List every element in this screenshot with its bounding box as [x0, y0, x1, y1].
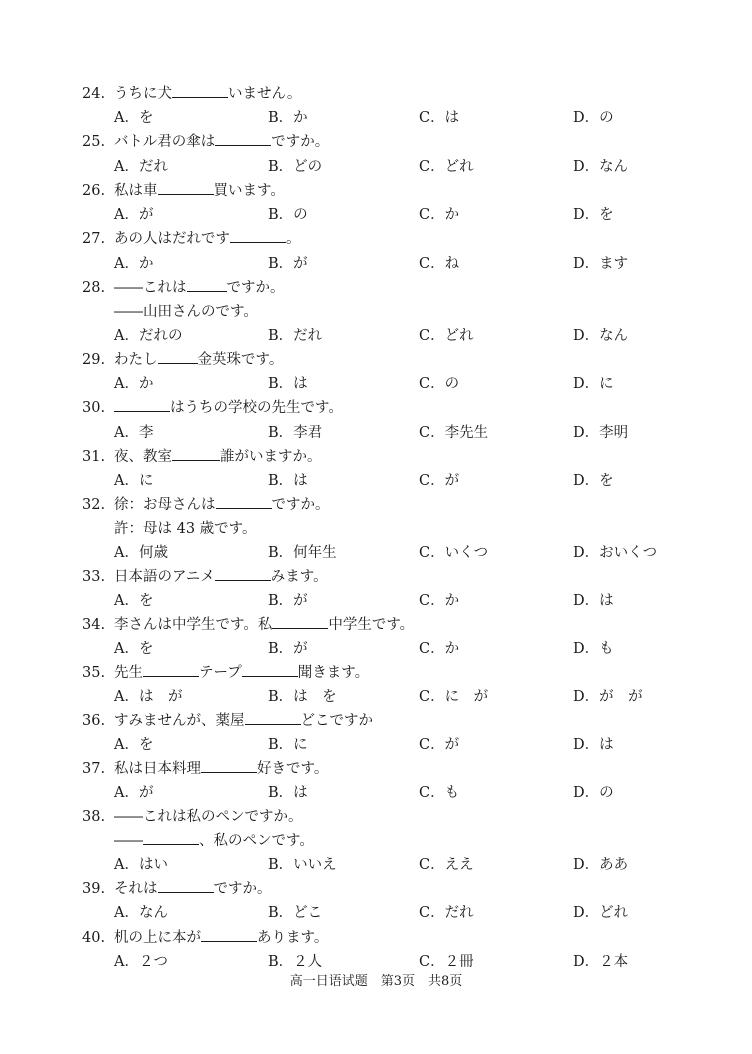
answer-blank [245, 711, 301, 725]
question-text: みます。 [270, 569, 328, 585]
option-d[interactable]: D．の [573, 110, 614, 126]
options-29 [114, 374, 674, 394]
options-36 [114, 735, 674, 755]
option-d[interactable]: D．を [573, 207, 614, 223]
question-29 [82, 350, 283, 370]
option-a[interactable]: A．何歳 [114, 545, 168, 561]
question-number: 26. [82, 183, 106, 199]
answer-blank [242, 663, 298, 677]
option-b[interactable]: B．に [268, 737, 308, 753]
option-d[interactable]: D．が が [573, 689, 643, 705]
options-35 [114, 687, 674, 707]
option-b[interactable]: B．２人 [268, 954, 323, 970]
question-28-response: ――山田さんのです。 [114, 304, 258, 320]
option-c[interactable]: C．か [419, 641, 460, 657]
question-36 [82, 711, 373, 731]
option-b[interactable]: B．どこ [268, 905, 323, 921]
question-text: 好きです。 [257, 761, 329, 777]
options-27 [114, 254, 674, 274]
question-text: ですか。 [271, 134, 330, 150]
option-a[interactable]: A．を [114, 737, 154, 753]
options-33 [114, 591, 674, 611]
question-number: 29. [82, 352, 106, 368]
question-text: 、私のペンです。 [199, 833, 314, 849]
question-text: わたし [114, 352, 158, 368]
option-a[interactable]: A．か [114, 376, 154, 392]
question-text: ですか。 [226, 280, 285, 296]
question-number: 39. [82, 881, 106, 897]
question-text: 机の上に本が [114, 930, 201, 946]
option-d[interactable]: D．おいくつ [573, 545, 658, 561]
question-35 [82, 663, 369, 683]
answer-blank [230, 229, 286, 243]
question-text: うちに犬 [114, 86, 172, 102]
option-d[interactable]: D．は [573, 737, 614, 753]
answer-blank [272, 615, 328, 629]
question-text: 金英珠です。 [197, 352, 284, 368]
question-number: 37. [82, 761, 106, 777]
option-b[interactable]: B．は [268, 473, 308, 489]
question-30 [82, 398, 343, 418]
question-text: ですか。 [271, 497, 330, 513]
option-a[interactable]: A．は が [114, 689, 183, 705]
option-b[interactable]: B．か [268, 110, 308, 126]
question-text: ―― [114, 833, 143, 849]
question-32 [82, 495, 330, 515]
options-25 [114, 157, 674, 177]
question-text: いません。 [228, 86, 302, 102]
options-37 [114, 783, 674, 803]
question-number: 27. [82, 231, 106, 247]
option-c[interactable]: C．２冊 [419, 954, 474, 970]
option-d[interactable]: D．を [573, 473, 614, 489]
option-a[interactable]: A．が [114, 207, 154, 223]
question-number: 33. [82, 569, 106, 585]
question-text: 聞きます。 [297, 665, 370, 681]
options-30 [114, 423, 674, 443]
answer-blank [143, 663, 199, 677]
answer-blank [143, 831, 199, 845]
option-d[interactable]: D．李明 [573, 425, 629, 441]
option-a[interactable]: A．を [114, 110, 154, 126]
option-c[interactable]: C．どれ [419, 159, 474, 175]
option-b[interactable]: B．だれ [268, 328, 323, 344]
question-text: バトル君の傘は [114, 134, 216, 150]
question-38-response [114, 831, 314, 851]
question-number: 38. [82, 809, 106, 825]
option-d[interactable]: D．は [573, 593, 614, 609]
option-c[interactable]: C．李先生 [419, 425, 489, 441]
question-text: 。 [286, 231, 301, 247]
question-number: 35. [82, 665, 106, 681]
option-c[interactable]: C．が [419, 737, 460, 753]
option-b[interactable]: B．は [268, 785, 308, 801]
question-text: 日本語のアニメ [114, 569, 215, 585]
question-39 [82, 879, 272, 899]
option-c[interactable]: C．だれ [419, 905, 474, 921]
question-text: 買います。 [213, 183, 285, 199]
options-26 [114, 205, 674, 225]
option-d[interactable]: D．２本 [573, 954, 629, 970]
question-text: それは [114, 881, 158, 897]
question-text: ――これは私のペンですか。 [114, 809, 303, 825]
option-a[interactable]: A．李 [114, 425, 154, 441]
question-number: 32. [82, 497, 106, 513]
option-d[interactable]: D．なん [573, 328, 629, 344]
question-38 [82, 807, 303, 827]
answer-blank [216, 495, 272, 509]
option-b[interactable]: B．どの [268, 159, 323, 175]
option-c[interactable]: C．ね [419, 256, 460, 272]
answer-blank [201, 759, 257, 773]
question-number: 34. [82, 617, 106, 633]
option-b[interactable]: B．が [268, 641, 308, 657]
question-text: 誰がいますか。 [220, 449, 322, 465]
option-a[interactable]: A．２つ [114, 954, 168, 970]
options-31 [114, 471, 674, 491]
question-text: あの人はだれです [114, 231, 230, 247]
option-c[interactable]: C．か [419, 593, 460, 609]
question-24 [82, 84, 301, 104]
option-c[interactable]: C．いくつ [419, 545, 489, 561]
answer-blank [172, 84, 228, 98]
option-b[interactable]: B．李君 [268, 425, 323, 441]
answer-blank [215, 132, 271, 146]
question-28 [82, 278, 285, 298]
option-b[interactable]: B．は [268, 376, 308, 392]
question-text: ですか。 [213, 881, 272, 897]
option-a[interactable]: A．だれの [114, 328, 183, 344]
answer-blank [158, 879, 214, 893]
question-number: 31. [82, 449, 106, 465]
options-34 [114, 639, 674, 659]
question-number: 36. [82, 713, 106, 729]
question-25 [82, 132, 329, 152]
question-text: 先生 [114, 665, 143, 681]
option-a[interactable]: A．だれ [114, 159, 168, 175]
options-39 [114, 903, 674, 923]
answer-blank [158, 181, 214, 195]
question-number: 30. [82, 400, 106, 416]
options-24 [114, 108, 674, 128]
option-d[interactable]: D．なん [573, 159, 629, 175]
option-a[interactable]: A．なん [114, 905, 168, 921]
option-c[interactable]: C．ええ [419, 857, 474, 873]
question-number: 25. [82, 134, 106, 150]
option-b[interactable]: B．が [268, 256, 308, 272]
options-32 [114, 543, 674, 563]
question-26 [82, 181, 285, 201]
question-34 [82, 615, 414, 635]
answer-blank [172, 447, 220, 461]
question-text: 李さんは中学生です。私 [114, 617, 273, 633]
question-text: はうちの学校の先生です。 [170, 400, 343, 416]
question-text: すみませんが、薬屋 [114, 713, 245, 729]
question-text: ――これは [114, 280, 187, 296]
question-number: 24. [82, 86, 106, 102]
option-c[interactable]: C．も [419, 785, 460, 801]
option-a[interactable]: A．か [114, 256, 154, 272]
question-text: 徐：お母さんは [114, 497, 216, 513]
option-d[interactable]: D．ます [573, 256, 629, 272]
options-38 [114, 855, 674, 875]
question-text: 夜、教室 [114, 449, 172, 465]
question-27 [82, 229, 301, 249]
question-text: どこですか [300, 713, 373, 729]
option-c[interactable]: C．に が [419, 689, 489, 705]
option-b[interactable]: B．は を [268, 689, 337, 705]
answer-blank [187, 278, 227, 292]
option-b[interactable]: B．いいえ [268, 857, 337, 873]
option-a[interactable]: A．はい [114, 857, 168, 873]
question-32-response: 許：母は 43 歳です。 [114, 521, 257, 537]
options-28 [114, 326, 674, 346]
option-c[interactable]: C．が [419, 473, 460, 489]
option-d[interactable]: D．どれ [573, 905, 629, 921]
question-text: 私は車 [114, 183, 158, 199]
option-a[interactable]: A．を [114, 641, 154, 657]
option-c[interactable]: C．の [419, 376, 460, 392]
option-b[interactable]: B．が [268, 593, 308, 609]
option-d[interactable]: D．も [573, 641, 614, 657]
option-b[interactable]: B．の [268, 207, 308, 223]
question-number: 40. [82, 930, 106, 946]
option-a[interactable]: A．が [114, 785, 154, 801]
question-text: テープ [199, 665, 242, 681]
answer-blank [158, 350, 198, 364]
question-text: 私は日本料理 [114, 761, 201, 777]
answer-blank [215, 567, 271, 581]
question-number: 28. [82, 280, 106, 296]
answer-blank [114, 398, 170, 412]
question-40 [82, 928, 328, 948]
question-31 [82, 447, 322, 467]
question-text: あります。 [257, 930, 329, 946]
option-d[interactable]: D．に [573, 376, 614, 392]
option-b[interactable]: B．何年生 [268, 545, 337, 561]
question-37 [82, 759, 328, 779]
option-c[interactable]: C．どれ [419, 328, 474, 344]
option-a[interactable]: A．に [114, 473, 154, 489]
option-d[interactable]: D．の [573, 785, 614, 801]
question-33 [82, 567, 328, 587]
option-c[interactable]: C．か [419, 207, 460, 223]
option-d[interactable]: D．ああ [573, 857, 629, 873]
option-c[interactable]: C．は [419, 110, 460, 126]
question-text: 中学生です。 [328, 617, 415, 633]
answer-blank [201, 928, 257, 942]
page-footer: 高一日语试题 第3页 共8页 [289, 974, 463, 989]
options-40 [114, 952, 674, 972]
option-a[interactable]: A．を [114, 593, 154, 609]
